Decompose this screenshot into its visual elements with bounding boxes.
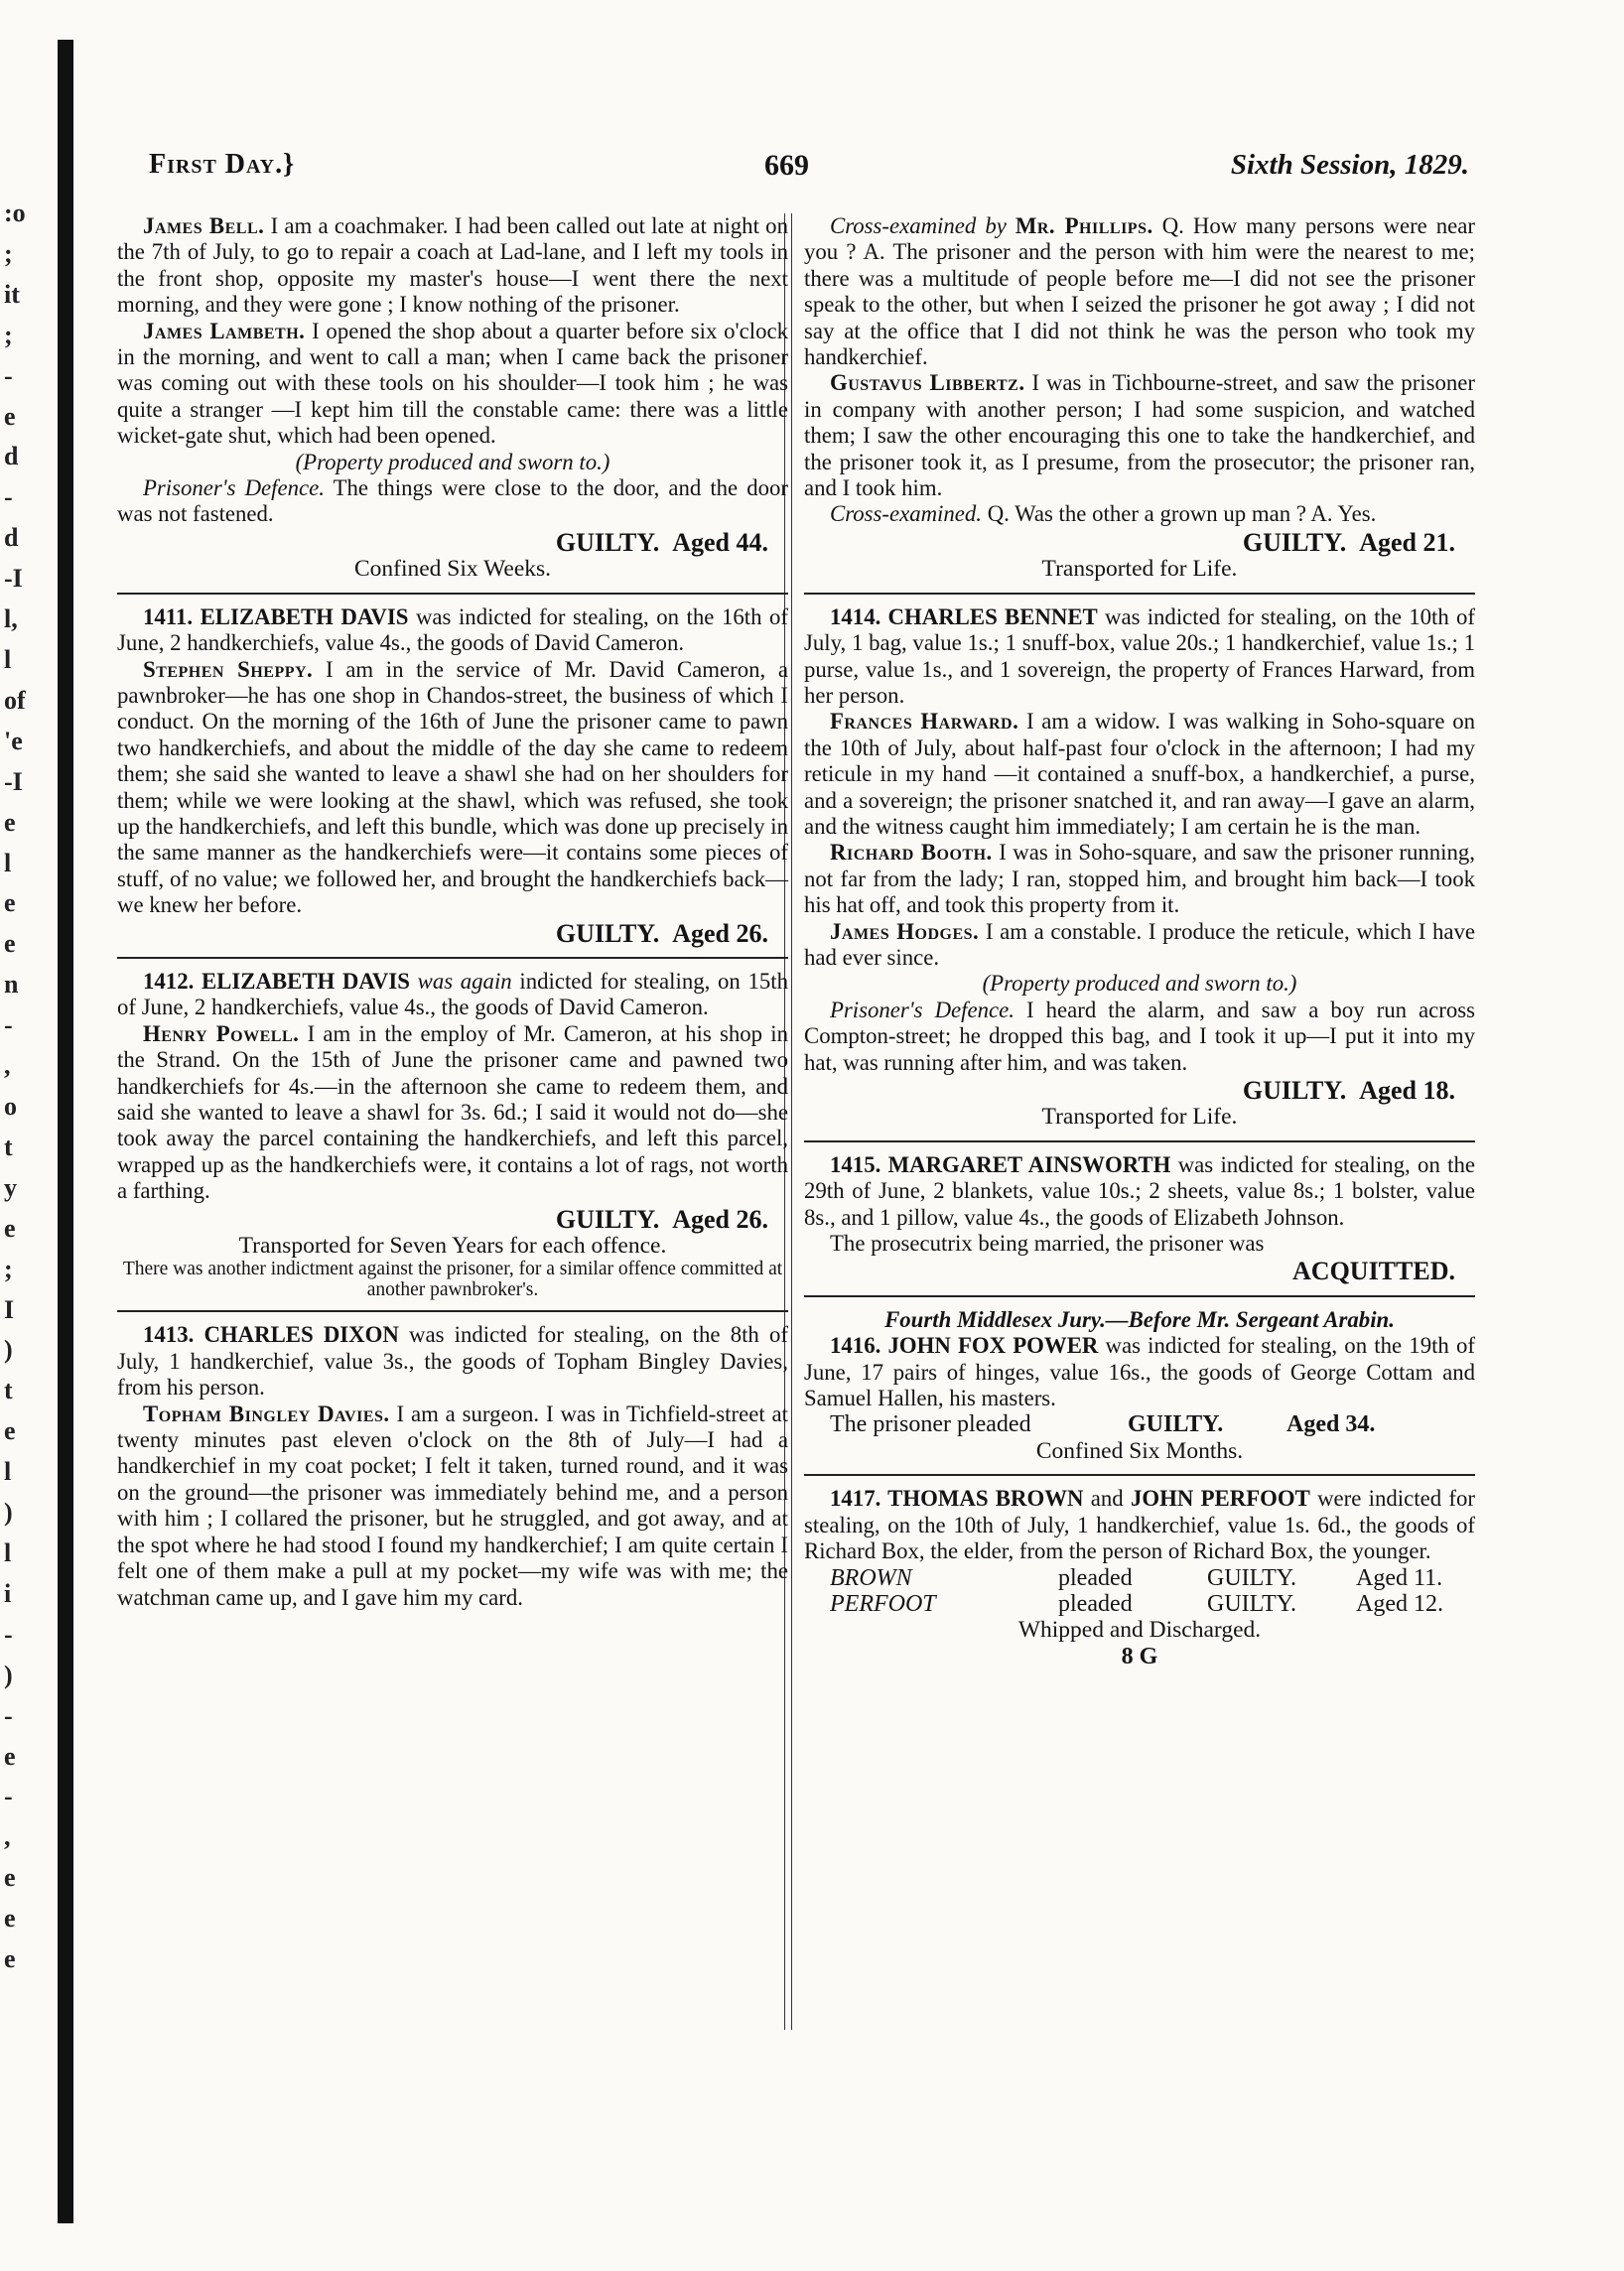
case-1417 [804, 1486, 1475, 1564]
defence-text: The things were close to the door, and the door was not fastened. [117, 475, 788, 527]
case-text: was indicted for stealing, on the 10th of July, 1 bag, value 1s.; 1 snuff-box, value 20s.; 1 handkerchief, value 1s.; 1 purse, value 1s., and 1 sovereign, the property of Frances Harward, from her person. [804, 603, 1475, 708]
verdict [117, 1204, 788, 1234]
verdict-age: Aged 12. [1356, 1590, 1443, 1617]
margin-glyph: e [4, 929, 16, 958]
right-column [804, 213, 1475, 1670]
property-note: (Property produced and sworn to.) [295, 449, 610, 474]
margin-glyph: l [4, 849, 12, 877]
case-separator [804, 593, 1475, 595]
margin-glyph: , [4, 1822, 11, 1851]
testimony-davies [117, 1402, 788, 1611]
witness-name: Frances Harward. [830, 709, 1019, 735]
sentence: Whipped and Discharged. [1017, 1617, 1262, 1644]
running-head-right: Sixth Session, 1829. [1230, 149, 1469, 181]
defence-text: I heard the alarm, and saw a boy run across Compton-street; he dropped this bag, and I took it up—I put it into my hat, was running after him, and was taken. [804, 997, 1476, 1075]
binding-edge [58, 40, 73, 2223]
case-text: was indicted for stealing, on the 16th of June, 2 handkerchiefs, value 4s., the goods of David Cameron. [117, 603, 788, 656]
testimony-text: I am a constable. I produce the reticule, which I have had ever since. [804, 918, 1475, 970]
margin-glyph: l [4, 1538, 12, 1567]
property-note: (Property produced and sworn to.) [982, 971, 1297, 997]
margin-glyph: e [4, 1944, 16, 1973]
case-1412 [117, 969, 788, 1021]
left-column [117, 213, 788, 1611]
margin-glyph: i [4, 1579, 12, 1608]
plea-brown [804, 1565, 1475, 1591]
plea-word: pleaded [1058, 1590, 1133, 1617]
cross-examination [804, 213, 1475, 370]
case-text: indicted for stealing, on 15th of June, 2 handkerchiefs, value 4s., the goods of David Cameron. [117, 968, 788, 1020]
verdict-guilty: GUILTY. [555, 918, 660, 948]
case-1414 [804, 604, 1475, 710]
witness-name: James Bell. [143, 213, 265, 238]
case-heading: 1413. CHARLES DIXON [143, 1322, 399, 1348]
printer-signature: 8 G [1121, 1643, 1158, 1670]
verdict-age: Aged 26. [672, 918, 768, 948]
verdict-guilty: GUILTY. [1128, 1411, 1224, 1438]
margin-glyph: e [4, 402, 16, 431]
verdict-age: Aged 11. [1356, 1564, 1443, 1591]
verdict-guilty: GUILTY. [555, 527, 660, 557]
plea-word: pleaded [1058, 1564, 1133, 1591]
testimony-text: I am a surgeon. I was in Tichfield-street at twenty minutes past eleven o'clock on the 8th of July—I had a handkerchief in my coat pocket; I felt it taken, turned round, and it was on the ground—the prisoner was immediately behind me, and a person with him ; I collared the prisoner, but he struggled, and got away, and at the spot where he had stood I found my handkerchief; I am quite certain I felt one of them make a pull at my pocket—my wife was with me; the watchman came up, and I gave him my card. [117, 1401, 788, 1610]
margin-glyph: - [4, 1010, 13, 1039]
cross-text: Q. Was the other a grown up man ? A. Yes. [987, 501, 1377, 527]
margin-glyph: ) [4, 1498, 13, 1527]
case-separator [117, 957, 788, 959]
case-separator [117, 593, 788, 595]
defence-label: Prisoner's Defence. [143, 475, 325, 501]
margin-glyph: y [4, 1173, 17, 1202]
verdict-guilty: GUILTY. [1207, 1564, 1297, 1591]
verdict-guilty: GUILTY. [1207, 1590, 1297, 1617]
margin-glyph: o [4, 1092, 17, 1121]
witness-name: James Hodges. [830, 918, 980, 944]
margin-glyph: it [4, 280, 20, 309]
defence-label: Prisoner's Defence. [830, 997, 1015, 1022]
case-text: was indicted for stealing, on the 29th of June, 2 blankets, value 10s.; 2 sheets, value 8s.; 1 bolster, value 8s., and 1 pillow, value 4s., the goods of Elizabeth Johnson. [804, 1151, 1476, 1230]
testimony-text: I opened the shop about a quarter before six o'clock in the morning, and went to call a man; when I came back the prisoner was coming out with these tools on his shoulder—I took him ; he was quite a stranger —I kept him till the constable came: there was a little wicket-gate shut, which had been opened. [117, 318, 788, 449]
margin-glyph: e [4, 1416, 16, 1445]
verdict-guilty: GUILTY. [1242, 527, 1347, 557]
margin-glyph: l [4, 1457, 12, 1486]
margin-glyph: t [4, 1376, 13, 1404]
case-heading: 1411. ELIZABETH DAVIS [143, 603, 409, 629]
witness-name: Stephen Sheppy. [143, 656, 314, 682]
margin-glyph: l, [4, 604, 18, 633]
cross-label: Cross-examined. [830, 501, 983, 527]
margin-glyph: -I [4, 767, 23, 796]
testimony-text: I am in the employ of Mr. Cameron, at his shop in the Strand. On the 15th of June the prisoner came and pawned two handkerchiefs for 4s.—in the afternoon she came to redeem them, and said she wanted to leave a shawl for 3s. 6d.; I said it would not do—she took away the parcel containing the handkerchiefs, and left this parcel, wrapped up as the handkerchiefs were, it contains a lot of rags, not worth a farthing. [117, 1020, 788, 1204]
counsel-name: Mr. Phillips. [1015, 213, 1153, 238]
testimony-text: I was in Soho-square, and saw the prisoner running, not far from the lady; I ran, stopped him, and brought him back—I took his hat off, and took this property from it. [804, 840, 1476, 918]
case-1415 [804, 1152, 1475, 1231]
witness-name: Topham Bingley Davies. [143, 1401, 390, 1426]
margin-glyph: ) [4, 1335, 13, 1364]
case-1411 [117, 604, 788, 657]
margin-glyph: l [4, 645, 12, 674]
witness-name: Gustavus Libbertz. [830, 370, 1025, 396]
page-header [149, 149, 1469, 189]
case-heading: 1414. CHARLES BENNET [830, 603, 1098, 629]
margin-glyph: ; [4, 321, 13, 349]
facing-page-margin [0, 199, 40, 2005]
sentence: Confined Six Months. [1035, 1437, 1244, 1464]
cross-text: Q. How many persons were near you ? A. The prisoner and the person with him were the nearest to me; there was a multitude of people before me—I did not see the prisoner speak to the other, but when I seized the prisoner he got away ; I did not say at the office that I did not think he was the person who took my handkerchief. [804, 213, 1476, 370]
page-number: 669 [764, 149, 809, 182]
margin-glyph: , [4, 1051, 11, 1080]
verdict-age: Aged 44. [672, 527, 768, 557]
margin-glyph: t [4, 1133, 13, 1161]
margin-glyph: - [4, 1782, 13, 1810]
testimony-harward [804, 709, 1475, 840]
margin-glyph: :o [4, 199, 26, 227]
plea-perfoot [804, 1591, 1475, 1617]
margin-glyph: e [4, 808, 16, 837]
case-heading: 1416. JOHN FOX POWER [830, 1333, 1099, 1359]
sentence: Transported for Life. [1041, 556, 1238, 583]
margin-glyph: e [4, 1214, 16, 1243]
witness-name: Richard Booth. [830, 840, 993, 866]
case-again: was again [417, 968, 512, 994]
verdict-age: Aged 18. [1359, 1076, 1455, 1105]
verdict-age: Aged 21. [1359, 527, 1455, 557]
running-head-left: First Day.} [149, 149, 296, 180]
defendant-name: BROWN [830, 1564, 912, 1591]
case-1416 [804, 1333, 1475, 1411]
margin-glyph: -I [4, 564, 23, 593]
jury-heading: Fourth Middlesex Jury.—Before Mr. Sergeant Arabin. [884, 1306, 1395, 1332]
verdict [804, 1078, 1475, 1104]
case-separator [804, 1474, 1475, 1476]
sentence: Confined Six Weeks. [353, 556, 552, 583]
verdict [117, 527, 788, 557]
margin-glyph: - [4, 1620, 13, 1649]
sentence: Transported for Seven Years for each offence. [238, 1233, 667, 1260]
verdict-age: Aged 34. [1286, 1411, 1376, 1438]
cross-label: Cross-examined by [830, 213, 1007, 238]
case-and: and [1090, 1486, 1124, 1512]
married-note: The prosecutrix being married, the prisoner was [830, 1231, 1265, 1257]
margin-glyph: I [4, 1295, 15, 1324]
margin-glyph: d [4, 442, 19, 470]
testimony-text: I am a coachmaker. I had been called out late at night on the 7th of July, to go to repair a coach at Lad-lane, and I left my tools in the front shop, opposite my master's house—I went there the next morning, and they were gone ; I know nothing of the prisoner. [117, 213, 788, 318]
margin-glyph: e [4, 888, 16, 917]
case-heading: 1417. THOMAS BROWN [830, 1486, 1084, 1512]
verdict [804, 527, 1475, 557]
margin-glyph: 'e [4, 727, 23, 755]
testimony-booth [804, 840, 1475, 918]
margin-glyph: ) [4, 1661, 13, 1689]
verdict-guilty: GUILTY. [555, 1204, 660, 1234]
margin-glyph: n [4, 970, 19, 999]
margin-glyph: e [4, 1904, 16, 1933]
testimony-sheppy [117, 657, 788, 919]
margin-glyph: - [4, 1701, 13, 1730]
testimony-bell [117, 213, 788, 319]
witness-name: James Lambeth. [143, 318, 306, 343]
acquittal: ACQUITTED. [1292, 1257, 1455, 1286]
case-text: was indicted for stealing, on the 19th of June, 17 pairs of hinges, value 16s., the goods of George Cottam and Samuel Hallen, his masters. [804, 1333, 1475, 1411]
case-1413 [117, 1322, 788, 1401]
testimony-hodges [804, 919, 1475, 972]
margin-glyph: of [4, 686, 26, 715]
prisoner-defence [117, 475, 788, 528]
case-separator [804, 1295, 1475, 1297]
margin-glyph: e [4, 1863, 16, 1892]
prisoner-defence [804, 998, 1475, 1076]
margin-glyph: ; [4, 1255, 13, 1283]
testimony-powell [117, 1021, 788, 1205]
indictment-note: There was another indictment against the prisoner, for a similar offence committed at another pawnbroker's. [122, 1259, 783, 1301]
margin-glyph: e [4, 1742, 16, 1771]
margin-glyph: d [4, 523, 19, 552]
verdict-guilty: GUILTY. [1242, 1076, 1347, 1105]
case-separator [804, 1140, 1475, 1142]
case-heading-second: JOHN PERFOOT [1130, 1486, 1310, 1512]
margin-glyph: - [4, 361, 13, 390]
case-heading: 1415. MARGARET AINSWORTH [830, 1151, 1171, 1177]
testimony-lambeth [117, 319, 788, 450]
defendant-name: PERFOOT [830, 1590, 936, 1617]
verdict-age: Aged 26. [672, 1204, 768, 1234]
testimony-libbertz [804, 370, 1475, 501]
cross-examination [804, 501, 1475, 527]
case-separator [117, 1310, 788, 1312]
margin-glyph: - [4, 482, 13, 511]
sentence: Transported for Life. [1041, 1104, 1238, 1131]
testimony-text: I am in the service of Mr. David Cameron, a pawnbroker—he has one shop in Chandos-street, the business of which I conduct. On the morning of the 16th of June the prisoner came to pawn two handkerchiefs, and about the middle of the day she came to redeem them; she said she wanted to leave a shawl she had on her shoulders for them; while we were looking at the shawl, which was refused, she took up the handkerchiefs, and left this bundle, which was done up precisely in the same manner as the handkerchiefs were—it contains some pieces of stuff, of no value; we followed her, and brought the handkerchiefs back—we knew her before. [117, 656, 788, 918]
plea-text: The prisoner pleaded [830, 1411, 1031, 1438]
case-heading: 1412. ELIZABETH DAVIS [143, 968, 410, 994]
witness-name: Henry Powell. [143, 1020, 300, 1046]
case-text: was indicted for stealing, on the 8th of July, 1 handkerchief, value 3s., the goods of Topham Bingley Davies, from his person. [117, 1322, 788, 1401]
case-text: were indicted for stealing, on the 10th of July, 1 handkerchief, value 1s. 6d., the goods of Richard Box, the elder, from the person of Richard Box, the younger. [804, 1486, 1475, 1564]
testimony-text: I was in Tichbourne-street, and saw the prisoner in company with another person; I had some suspicion, and watched them; I saw the other encouraging this one to take the handkerchief, and the prisoner took it, as I presume, from the prosecutor; the prisoner ran, and I took him. [804, 370, 1475, 501]
plea [804, 1411, 1475, 1437]
margin-glyph: ; [4, 239, 13, 268]
verdict [117, 918, 788, 948]
testimony-text: I am a widow. I was walking in Soho-square on the 10th of July, about half-past four o'clock in the afternoon; I had my reticule in my hand —it contained a snuff-box, a handkerchief, a purse, and a sovereign; the prisoner snatched it, and ran away—I gave an alarm, and the witness caught him immediately; I am certain he is the man. [804, 709, 1476, 839]
